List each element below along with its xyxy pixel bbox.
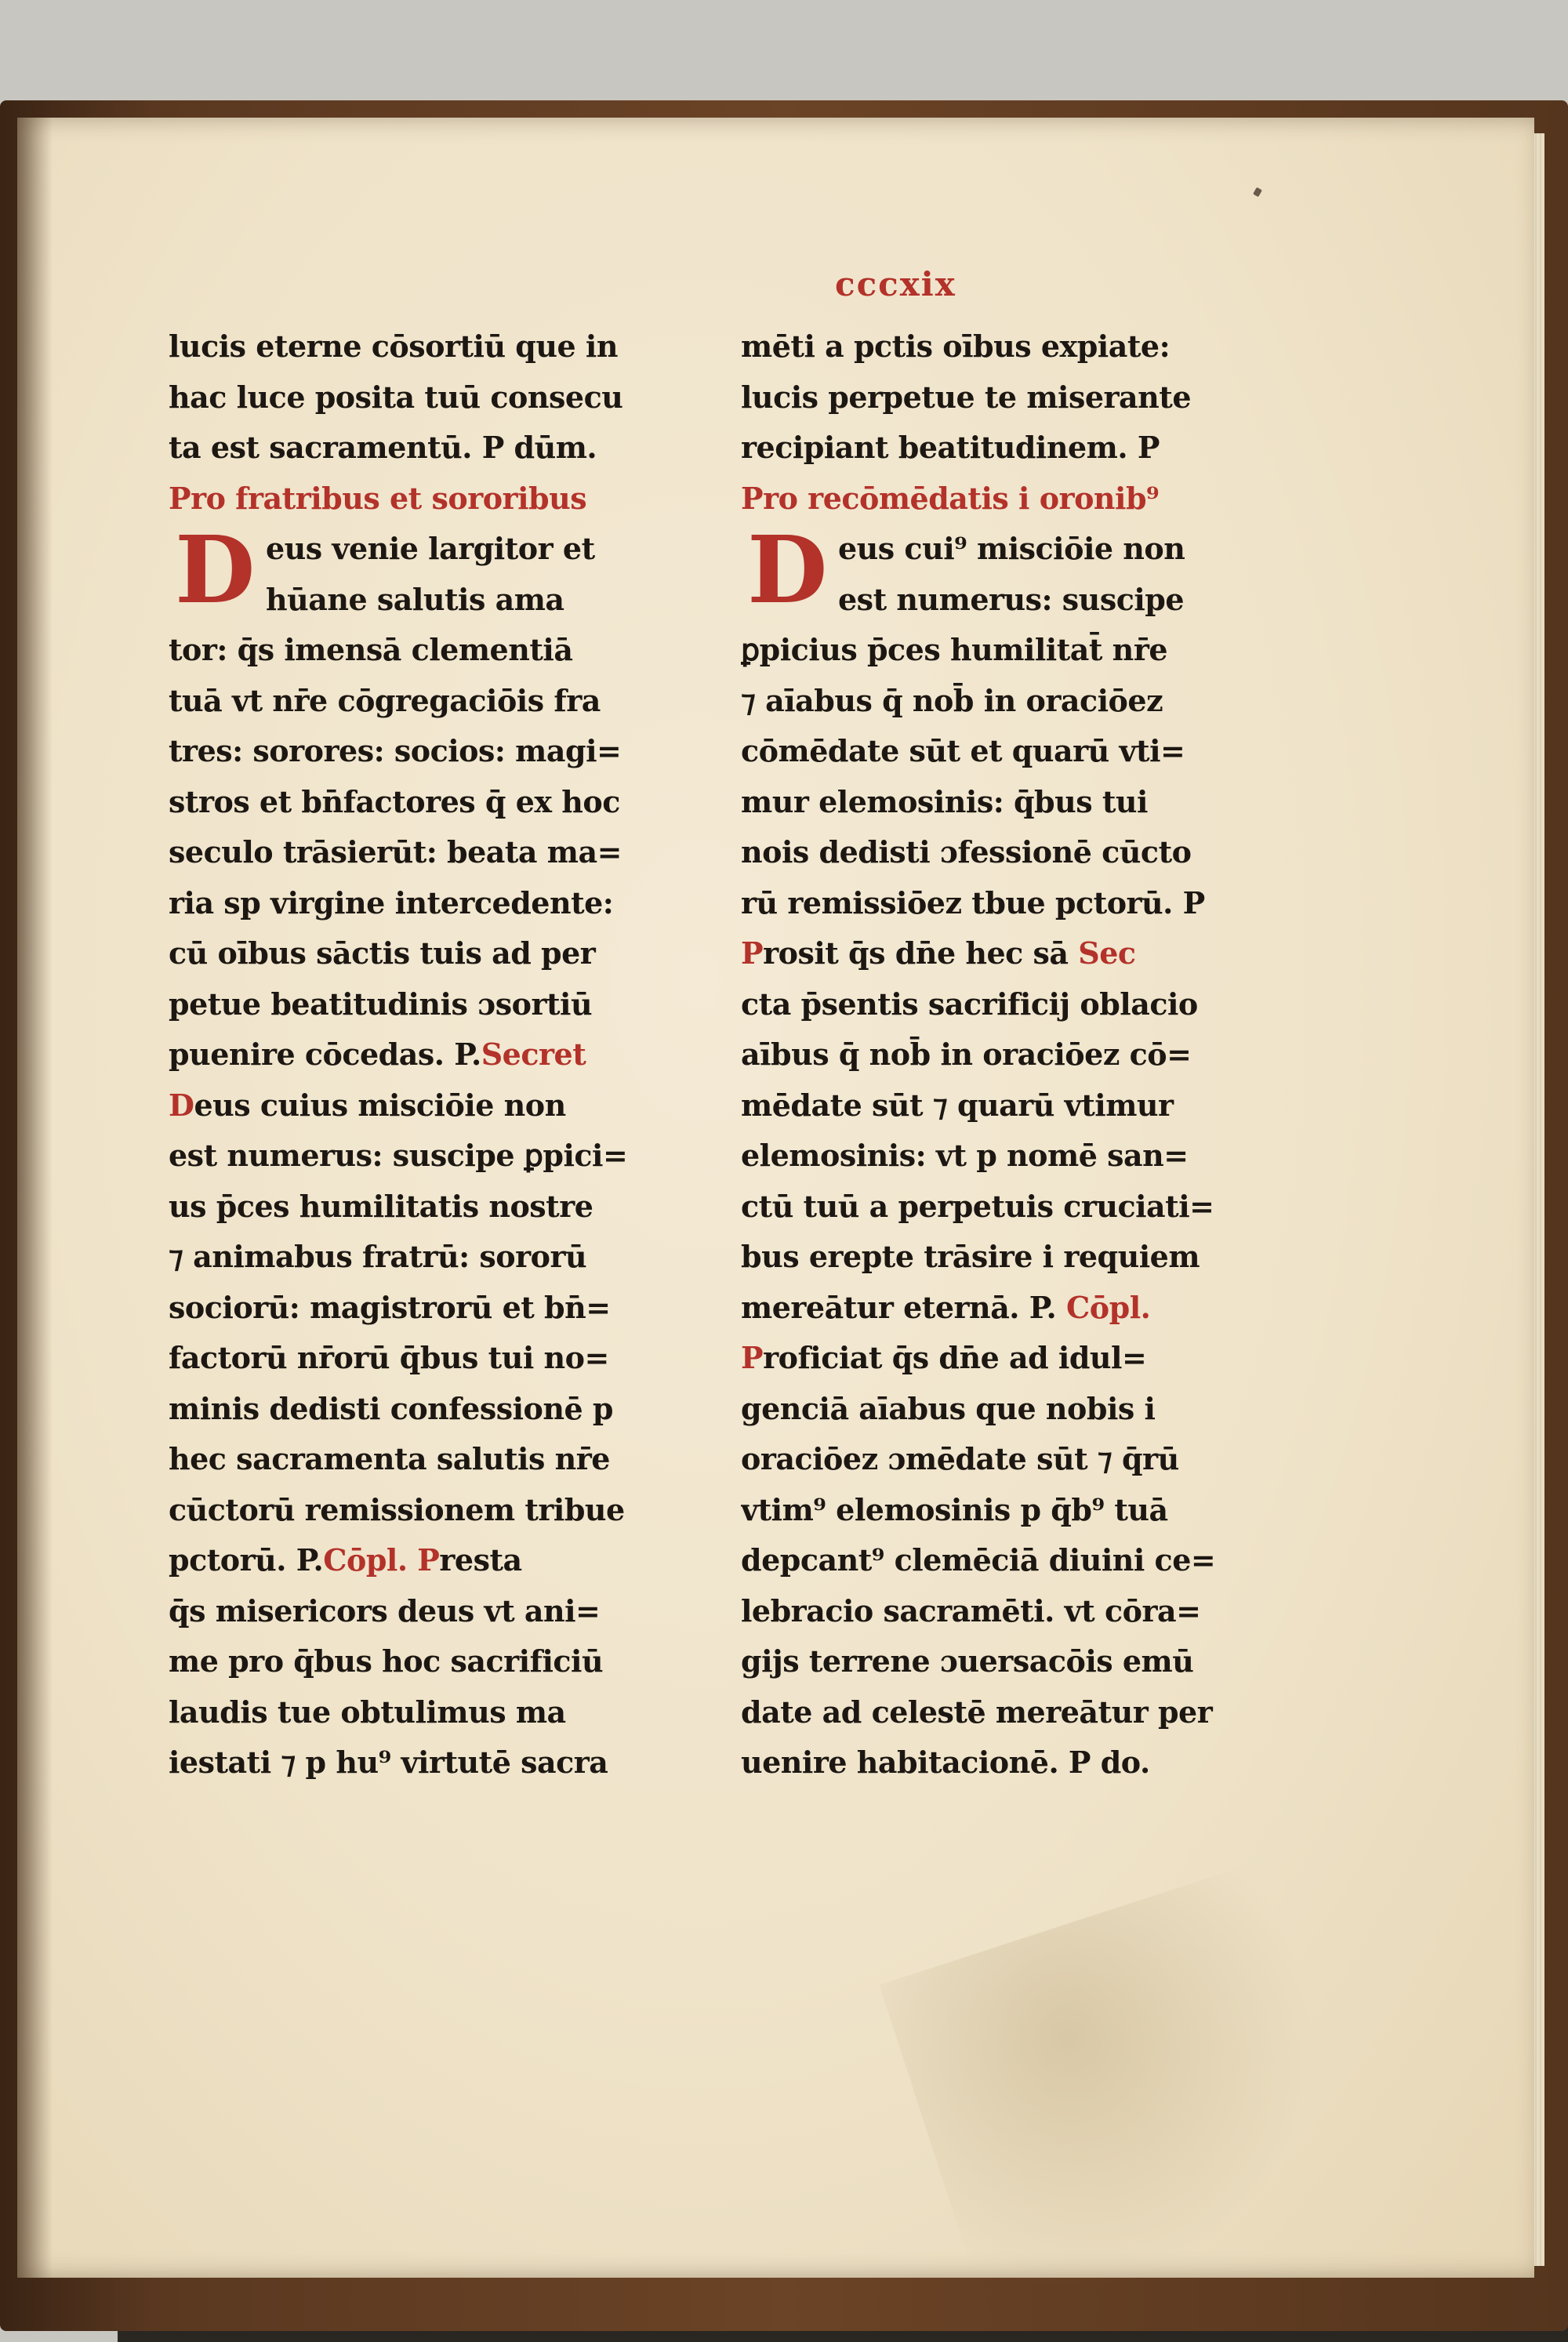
text-line: ctū tuū a perpetuis cruciati= — [741, 1188, 1214, 1224]
text-line: rū remissiōez tbue pctorū. P — [741, 884, 1205, 920]
text-line: est numerus: suscipe — [838, 581, 1185, 617]
text-line: stros et bn̄factores q̄ ex hoc — [169, 783, 620, 819]
text-line: elemosinis: vt p nomē san= — [741, 1138, 1189, 1173]
text-line: laudis tue obtulimus ma — [169, 1694, 566, 1730]
text-line: me pro q̄bus hoc sacrificiū — [169, 1643, 604, 1679]
rubric-heading: Pro recōmēdatis i oronib⁹ — [741, 480, 1160, 516]
page-gutter-shadow — [17, 118, 53, 2278]
text-line: hūane salutis ama — [266, 581, 564, 617]
rubric-initial: D — [169, 1087, 194, 1123]
text-line — [741, 928, 1227, 979]
text-line: cūctorū remissionem tribue — [169, 1491, 625, 1527]
text-line: recipiant beatitudinem. P — [741, 430, 1160, 465]
text-line: eus cui⁹ misciōie non — [838, 531, 1185, 566]
text-run: mereātur eternā. P. — [741, 1289, 1057, 1325]
text-line: lucis eterne cōsortiū que in — [169, 329, 618, 364]
rubric-initial: P — [741, 1340, 764, 1375]
text-line: nois dedisti ɔfessionē cūcto — [741, 834, 1192, 870]
rubric-complenda: Cōpl. — [1066, 1289, 1151, 1325]
text-line — [169, 1080, 655, 1131]
right-text-column — [741, 321, 1227, 1788]
text-line: ta est sacramentū. P dūm. — [169, 430, 597, 465]
rubric-secret: Secret — [481, 1037, 586, 1072]
text-line: mur elemosinis: q̄bus tui — [741, 783, 1148, 819]
text-line: date ad celestē mereātur per — [741, 1694, 1213, 1730]
text-line: cōmēdate sūt et quarū vti= — [741, 733, 1185, 768]
text-line: seculo trāsierūt: beata ma= — [169, 834, 622, 870]
text-run: resta — [439, 1542, 522, 1578]
text-line: depcant⁹ clemēciā diuini ce= — [741, 1542, 1216, 1578]
text-line: minis dedisti confessionē p — [169, 1390, 614, 1426]
text-line — [741, 1283, 1227, 1334]
text-run: pctorū. P. — [169, 1542, 324, 1578]
text-line: iestati ⁊ p hu⁹ virtutē sacra — [169, 1745, 608, 1780]
text-line: cū oībus sāctis tuis ad per — [169, 935, 596, 971]
text-line: cta p̄sentis sacrificij oblacio — [741, 986, 1198, 1022]
initial-block — [169, 515, 655, 625]
initial-letter: D — [175, 515, 255, 624]
text-line: vtim⁹ elemosinis p q̄b⁹ tuā — [741, 1491, 1168, 1527]
rubric-secret: Sec — [1078, 935, 1136, 971]
text-line: ⁊ animabus fratrū: sororū — [169, 1239, 587, 1274]
text-line: hac luce posita tuū consecu — [169, 379, 623, 415]
text-line: hec sacramenta salutis nr̄e — [169, 1441, 610, 1476]
text-run: rosit q̄s dn̄e hec sā — [763, 935, 1069, 971]
text-line: mēti a pctis oībus expiate: — [741, 329, 1171, 364]
text-line: eus venie largitor et — [266, 531, 595, 566]
text-line: lucis perpetue te miserante — [741, 379, 1192, 415]
text-line: bus erepte trāsire i requiem — [741, 1239, 1200, 1274]
text-line — [741, 1333, 1227, 1384]
initial-letter: D — [747, 515, 827, 624]
text-line: tres: sorores: socios: magi= — [169, 733, 622, 768]
text-line: oraciōez ɔmēdate sūt ⁊ q̄rū — [741, 1441, 1179, 1476]
text-line: ria sp virgine intercedente: — [169, 884, 614, 920]
text-line: est numerus: suscipe ꝑpici= — [169, 1138, 628, 1173]
rubric-complenda: Cōpl. — [323, 1542, 408, 1578]
text-run: puenire cōcedas. P. — [169, 1037, 481, 1072]
text-run: eus cuius misciōie non — [194, 1087, 566, 1123]
rubric-initial: P — [741, 935, 764, 971]
text-line: gijs terrene ɔuersacōis emū — [741, 1643, 1194, 1679]
initial-block — [741, 515, 1227, 625]
text-line: tor: q̄s imensā clementiā — [169, 632, 573, 667]
text-line: ⁊ aīabus q̄ nob̄ in oraciōez — [741, 682, 1163, 718]
text-line: lebracio sacramēti. vt cōra= — [741, 1592, 1201, 1629]
text-line: q̄s misericors deus vt ani= — [169, 1592, 601, 1629]
drop-initial — [741, 515, 833, 624]
text-line: factorū nr̄orū q̄bus tui no= — [169, 1340, 609, 1375]
text-line: aībus q̄ nob̄ in oraciōez cō= — [741, 1037, 1192, 1072]
drop-initial — [169, 515, 261, 624]
text-line: uenire habitacionē. P do. — [741, 1745, 1150, 1780]
text-line: sociorū: magistrorū et bn̄= — [169, 1289, 611, 1325]
rubric-initial: P — [417, 1542, 440, 1578]
text-run: roficiat q̄s dn̄e ad idul= — [763, 1340, 1147, 1375]
text-line: mēdate sūt ⁊ quarū vtimur — [741, 1087, 1174, 1123]
text-line: tuā vt nr̄e cōgregaciōis fra — [169, 682, 601, 718]
left-text-column — [169, 321, 655, 1788]
text-line: us p̄ces humilitatis nostre — [169, 1188, 593, 1224]
text-line: petue beatitudinis ɔsortiū — [169, 986, 593, 1022]
rubric-heading: Pro fratribus et sororibus — [169, 480, 587, 516]
text-line — [169, 1029, 655, 1080]
text-line: genciā aīabus que nobis i — [741, 1390, 1156, 1426]
text-line — [169, 1535, 655, 1586]
text-line: ꝑpicius p̄ces humilitat̄ nr̄e — [741, 632, 1168, 667]
folio-number: cccxix — [835, 265, 956, 303]
